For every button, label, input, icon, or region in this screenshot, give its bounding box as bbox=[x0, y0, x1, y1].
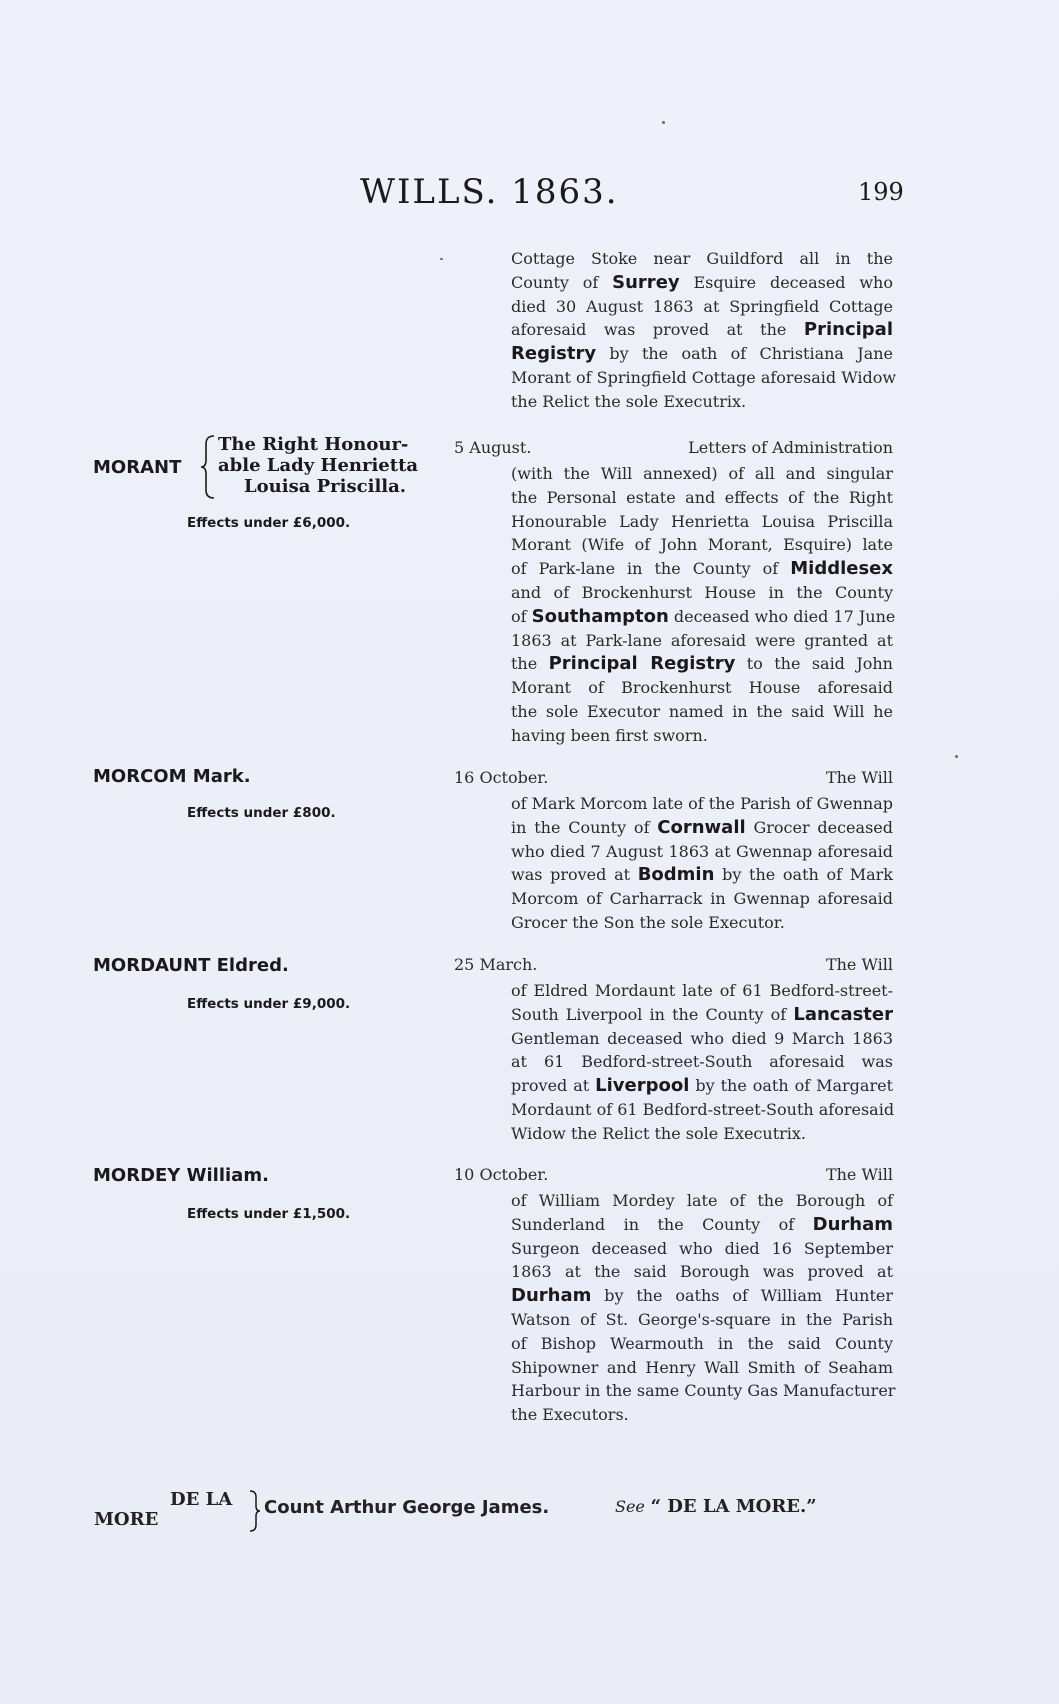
brace-icon bbox=[248, 1489, 262, 1533]
entry-given: Mark. bbox=[192, 766, 251, 787]
xref-given-name: Count Arthur George James. bbox=[264, 1497, 550, 1518]
text-line: Surgeon deceased who died 16 September bbox=[511, 1238, 893, 1258]
text-line: at 61 Bedford-street-South aforesaid was bbox=[511, 1052, 893, 1072]
xref-surname-part2: MORE bbox=[94, 1509, 159, 1530]
entry-given: William. bbox=[186, 1165, 269, 1186]
see-word: See bbox=[615, 1497, 645, 1516]
text-line: Harbour in the same County Gas Manufacturer bbox=[511, 1381, 896, 1401]
effects-morant: Effects under £6,000. bbox=[187, 515, 351, 531]
place-name: Lancaster bbox=[793, 1003, 893, 1025]
text-line: Cottage Stoke near Guildford all in the bbox=[511, 249, 893, 268]
text-line: the Principal Registry to the said John bbox=[511, 653, 893, 675]
text-line: Morant of Springfield Cottage aforesaid Widow bbox=[511, 367, 897, 387]
text-line: Registry by the oath of Christiana Jane bbox=[511, 343, 893, 365]
text-line: Sunderland in the County of Durham bbox=[511, 1213, 893, 1235]
place-name: Middlesex bbox=[790, 558, 893, 580]
date-mordey: 10 October. bbox=[454, 1165, 549, 1184]
xref-see-reference bbox=[615, 1496, 817, 1517]
xref-surname-part1: DE LA bbox=[170, 1489, 233, 1510]
date-morant: 5 August. bbox=[454, 438, 532, 457]
text-line: the sole Executor named in the said Will he bbox=[511, 701, 893, 721]
see-target: “ DE LA MORE.” bbox=[650, 1496, 817, 1517]
text-line: Shipowner and Henry Wall Smith of Seaham bbox=[511, 1357, 893, 1377]
text-line: Mordaunt of 61 Bedford-street-South aforesaid bbox=[511, 1099, 895, 1119]
date-morcom: 16 October. bbox=[454, 768, 549, 787]
text-line: the Relict the sole Executrix. bbox=[511, 391, 747, 411]
place-name: Durham bbox=[812, 1213, 893, 1235]
place-name: Surrey bbox=[612, 271, 680, 293]
text-line: Durham by the oaths of William Hunter bbox=[511, 1285, 893, 1307]
effects-morcom: Effects under £800. bbox=[187, 805, 336, 821]
text-line: of William Mordey late of the Borough of bbox=[511, 1191, 893, 1210]
entry-name-mordaunt bbox=[93, 955, 289, 976]
text-line: aforesaid was proved at the Principal bbox=[511, 319, 893, 341]
given-line: The Right Honour- bbox=[218, 434, 409, 455]
entry-given-morant bbox=[218, 434, 418, 497]
brace-icon bbox=[200, 434, 218, 500]
text-line: the Personal estate and effects of the Right bbox=[511, 487, 893, 507]
entry-given: Eldred. bbox=[216, 955, 289, 976]
text-line: 1863 at the said Borough was proved at bbox=[511, 1262, 893, 1282]
text-line: died 30 August 1863 at Springfield Cottage bbox=[511, 296, 893, 316]
place-name: Registry bbox=[511, 343, 597, 365]
entry-surname-morant: MORANT bbox=[93, 457, 182, 478]
opening-mordaunt: The Will bbox=[825, 955, 893, 974]
text-line: proved at Liverpool by the oath of Margaret bbox=[511, 1075, 893, 1097]
text-line: of Mark Morcom late of the Parish of Gwennap bbox=[511, 794, 894, 813]
text-line: of Bishop Wearmouth in the said County bbox=[511, 1333, 893, 1353]
given-line: Louisa Priscilla. bbox=[244, 476, 407, 497]
text-line: and of Brockenhurst House in the County bbox=[511, 582, 893, 602]
opening-mordey: The Will bbox=[825, 1165, 893, 1184]
text-line: of Park-lane in the County of Middlesex bbox=[511, 558, 893, 580]
scan-speck bbox=[440, 258, 443, 260]
place-name: Southampton bbox=[531, 605, 669, 627]
text-line: Watson of St. George's-square in the Parish bbox=[511, 1309, 893, 1329]
text-line: of Eldred Mordaunt late of 61 Bedford-street- bbox=[511, 981, 893, 1000]
scan-speck bbox=[955, 755, 958, 758]
entry-body-morcom bbox=[511, 792, 893, 935]
place-name: Principal Registry bbox=[548, 653, 736, 675]
entry-body-mordey bbox=[511, 1189, 896, 1427]
text-line: Widow the Relict the sole Executrix. bbox=[511, 1123, 806, 1143]
effects-mordaunt: Effects under £9,000. bbox=[187, 996, 351, 1012]
scan-speck bbox=[662, 121, 665, 124]
text-line: having been first sworn. bbox=[511, 725, 708, 745]
text-line: (with the Will annexed) of all and singular bbox=[511, 464, 893, 483]
place-name: Bodmin bbox=[637, 864, 715, 886]
entry-name-morcom bbox=[93, 766, 251, 787]
entry-surname: MORCOM bbox=[93, 766, 187, 787]
text-line: Gentleman deceased who died 9 March 1863 bbox=[511, 1028, 893, 1048]
text-line: Grocer the Son the sole Executor. bbox=[511, 912, 785, 932]
text-line: 1863 at Park-lane aforesaid were granted at bbox=[511, 630, 893, 650]
entry-surname: MORDEY bbox=[93, 1165, 181, 1186]
text-line: of Southampton deceased who died 17 June bbox=[511, 605, 896, 627]
effects-mordey: Effects under £1,500. bbox=[187, 1206, 351, 1222]
entry-body-mordaunt bbox=[511, 979, 893, 1146]
entry-surname: MORDAUNT bbox=[93, 955, 211, 976]
text-line: Honourable Lady Henrietta Louisa Priscilla bbox=[511, 511, 893, 531]
text-line: the Executors. bbox=[511, 1405, 629, 1425]
given-line: able Lady Henrietta bbox=[218, 455, 419, 476]
place-name: Principal bbox=[803, 319, 893, 341]
text-line: in the County of Cornwall Grocer deceased bbox=[511, 816, 893, 838]
text-line: was proved at Bodmin by the oath of Mark bbox=[511, 864, 893, 886]
date-mordaunt: 25 March. bbox=[454, 955, 538, 974]
place-name: Durham bbox=[511, 1285, 592, 1307]
entry-name-mordey bbox=[93, 1165, 269, 1186]
text-line: who died 7 August 1863 at Gwennap aforesaid bbox=[511, 841, 893, 861]
place-name: Liverpool bbox=[595, 1075, 690, 1097]
text-line: County of Surrey Esquire deceased who bbox=[511, 271, 893, 293]
place-name: Cornwall bbox=[657, 816, 746, 838]
page-number: 199 bbox=[858, 178, 904, 206]
opening-morant: Letters of Administration bbox=[688, 438, 893, 457]
continuation-text bbox=[511, 247, 897, 414]
text-line: Morcom of Carharrack in Gwennap aforesaid bbox=[511, 889, 893, 909]
text-line: Morant (Wife of John Morant, Esquire) late bbox=[511, 535, 893, 555]
opening-morcom: The Will bbox=[825, 768, 893, 787]
text-line: Morant of Brockenhurst House aforesaid bbox=[511, 678, 893, 698]
page-title: WILLS. 1863. bbox=[360, 172, 619, 212]
entry-body-morant bbox=[511, 462, 896, 748]
text-line: South Liverpool in the County of Lancaster bbox=[511, 1003, 893, 1025]
